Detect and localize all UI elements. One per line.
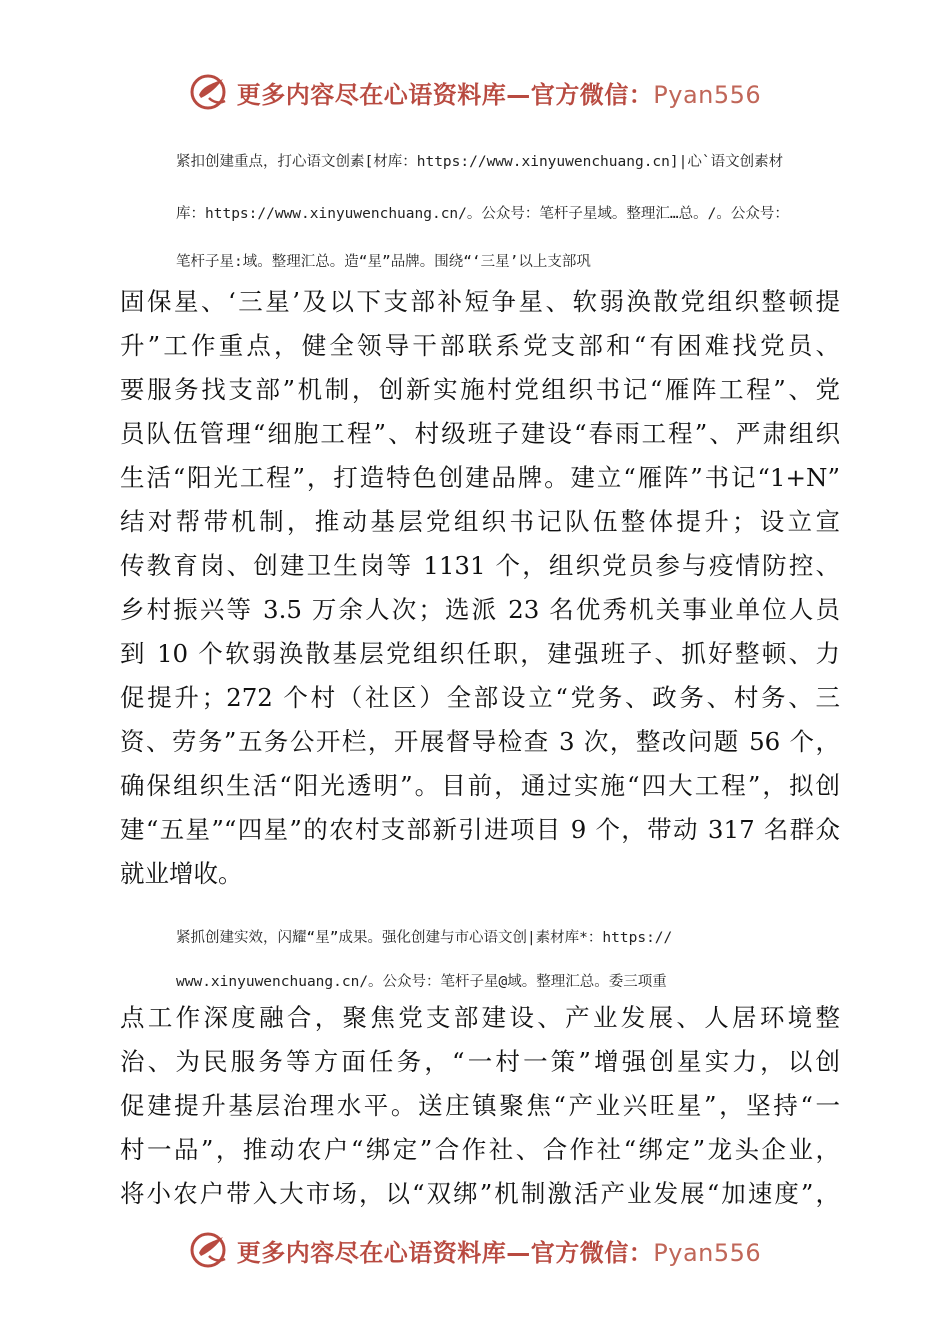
- paragraph-line: 确保组织生活“阳光透明”。目前，通过实施“四大工程”，拟创: [120, 771, 840, 800]
- header-banner: [0, 70, 950, 114]
- paragraph-line: 治、为民服务等方面任务，“一村一策”增强创星实力，以创: [120, 1047, 840, 1076]
- paragraph-line: 要服务找支部”机制，创新实施村党组织书记“雁阵工程”、党: [120, 375, 840, 404]
- small-text-line: 笔杆子星:域。整理汇总。造“星”品牌。围绕“‘三星’以上支部巩: [176, 254, 591, 270]
- small-text-line: 紧抓创建实效，闪耀“星”成果。强化创建与市心语文创|素材库*：https://: [176, 930, 673, 946]
- paragraph-line: 固保星、‘三星’及以下支部补短争星、软弱涣散党组织整顿提: [120, 287, 840, 316]
- small-text-line: 紧扣创建重点，打心语文创素[材库：https://www.xinyuwenchuang.cn]|心`语文创素材: [176, 154, 784, 170]
- paragraph-line: 升”工作重点，健全领导干部联系党支部和“有困难找党员、: [120, 331, 840, 360]
- footer-banner: [0, 1228, 950, 1272]
- paragraph-line: 促提升；272 个村（社区）全部设立“党务、政务、村务、三: [120, 683, 840, 712]
- body-paragraph: [120, 996, 840, 1216]
- paragraph-line: 乡村振兴等 3.5 万余人次；选派 23 名优秀机关事业单位人员: [120, 595, 840, 624]
- paragraph-line: 村一品”，推动农户“绑定”合作社、合作社“绑定”龙头企业，: [120, 1135, 840, 1164]
- flower-logo-icon: [189, 1229, 231, 1271]
- paragraph-line: 促建提升基层治理水平。送庄镇聚焦“产业兴旺星”，坚持“一: [120, 1091, 840, 1120]
- banner-text: 更多内容尽在心语资料库—官方微信：Pyan556: [236, 80, 762, 109]
- paragraph-line: 生活“阳光工程”，打造特色创建品牌。建立“雁阵”书记“1+N”: [120, 463, 840, 492]
- body-paragraph: [120, 280, 840, 896]
- paragraph-line: 就业增收。: [120, 859, 243, 888]
- paragraph-line: 资、劳务”五务公开栏，开展督导检查 3 次，整改问题 56 个，: [120, 727, 840, 756]
- small-text-line: 库：https://www.xinyuwenchuang.cn/。公众号：笔杆子星域。整理汇…总。/。公众号：: [176, 206, 789, 222]
- paragraph-line: 点工作深度融合，聚焦党支部建设、产业发展、人居环境整: [120, 1003, 840, 1032]
- small-text-line: www.xinyuwenchuang.cn/。公众号：笔杆子星@域。整理汇总。委三项重: [176, 974, 667, 990]
- paragraph-line: 传教育岗、创建卫生岗等 1131 个，组织党员参与疫情防控、: [120, 551, 840, 580]
- paragraph-line: 员队伍管理“细胞工程”、村级班子建设“春雨工程”、严肃组织: [120, 419, 840, 448]
- flower-logo-icon: [189, 71, 231, 113]
- paragraph-line: 到 10 个软弱涣散基层党组织任职，建强班子、抓好整顿、力: [120, 639, 840, 668]
- paragraph-line: 建“五星”“四星”的农村支部新引进项目 9 个，带动 317 名群众: [120, 815, 840, 844]
- banner-text: 更多内容尽在心语资料库—官方微信：Pyan556: [236, 1238, 762, 1267]
- paragraph-line: 结对帮带机制，推动基层党组织书记队伍整体提升；设立宣: [120, 507, 840, 536]
- paragraph-line: 将小农户带入大市场，以“双绑”机制激活产业发展“加速度”，: [120, 1179, 840, 1208]
